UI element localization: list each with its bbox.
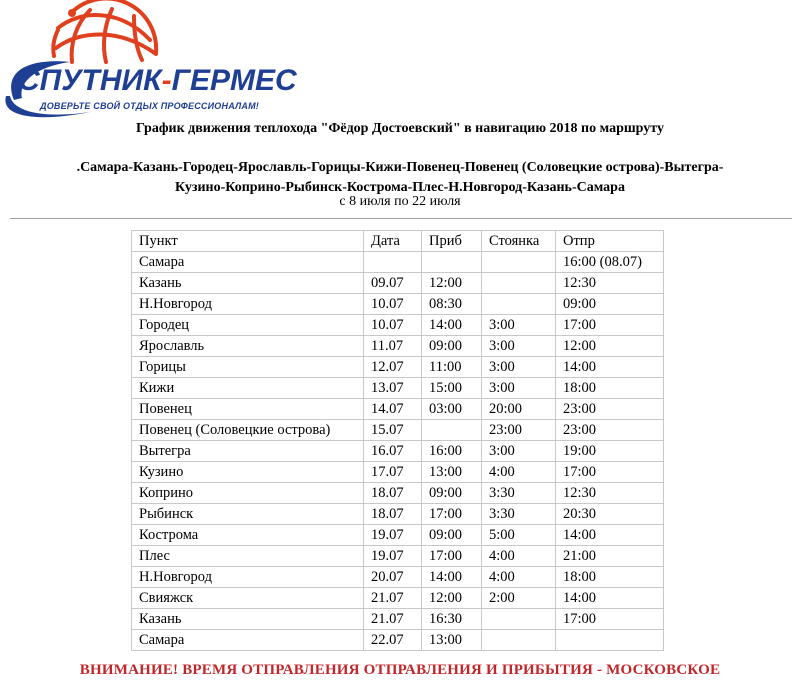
cell-arrival: 12:00 [422, 273, 482, 294]
table-row [132, 462, 664, 483]
brand-name-part1: СПУТНИК [18, 64, 162, 97]
cell-departure: 17:00 [556, 609, 664, 630]
cell-departure: 12:00 [556, 336, 664, 357]
table-row [132, 609, 664, 630]
cell-arrival: 14:00 [422, 315, 482, 336]
table-row [132, 399, 664, 420]
cell-date: 16.07 [364, 441, 422, 462]
route-line-1: .Самара-Казань-Городец-Ярославль-Горицы-Кижи-Повенец-Повенец (Соловецкие острова)-Вытегра- [76, 160, 724, 175]
cell-date: 10.07 [364, 294, 422, 315]
cell-date: 10.07 [364, 315, 422, 336]
header-date: Дата [364, 231, 422, 252]
cell-departure: 23:00 [556, 399, 664, 420]
cell-stay: 3:00 [482, 336, 556, 357]
cell-point: Городец [132, 315, 364, 336]
cell-arrival: 16:30 [422, 609, 482, 630]
table-row [132, 483, 664, 504]
cell-date: 22.07 [364, 630, 422, 651]
cell-arrival: 12:00 [422, 588, 482, 609]
cell-date: 18.07 [364, 483, 422, 504]
cell-departure: 12:30 [556, 273, 664, 294]
cell-point: Повенец [132, 399, 364, 420]
cell-stay: 2:00 [482, 588, 556, 609]
cell-departure: 20:30 [556, 504, 664, 525]
table-row [132, 546, 664, 567]
cell-point: Самара [132, 252, 364, 273]
table-row [132, 420, 664, 441]
cell-departure: 23:00 [556, 420, 664, 441]
cell-arrival: 09:00 [422, 336, 482, 357]
cell-date: 21.07 [364, 588, 422, 609]
table-header-row [132, 231, 664, 252]
cell-stay: 4:00 [482, 567, 556, 588]
cell-point: Свияжск [132, 588, 364, 609]
cell-arrival: 15:00 [422, 378, 482, 399]
cell-stay: 3:30 [482, 483, 556, 504]
cell-point: Н.Новгород [132, 567, 364, 588]
brand-name-part2: ГЕРМЕС [171, 64, 297, 97]
table-row [132, 525, 664, 546]
table-row [132, 357, 664, 378]
cell-arrival: 17:00 [422, 504, 482, 525]
cell-arrival: 14:00 [422, 567, 482, 588]
divider [10, 218, 792, 219]
cell-point: Вытегра [132, 441, 364, 462]
cell-stay [482, 252, 556, 273]
cell-point: Самара [132, 630, 364, 651]
route-title [0, 158, 800, 198]
cell-stay: 4:00 [482, 546, 556, 567]
schedule-table [131, 230, 664, 651]
cell-departure: 12:30 [556, 483, 664, 504]
cell-departure: 18:00 [556, 567, 664, 588]
cell-stay: 3:30 [482, 504, 556, 525]
cell-date: 18.07 [364, 504, 422, 525]
cell-departure [556, 630, 664, 651]
cell-departure: 14:00 [556, 588, 664, 609]
cell-date: 15.07 [364, 420, 422, 441]
schedule-title: График движения теплохода "Фёдор Достоевский" в навигацию 2018 по маршруту [136, 121, 664, 136]
cell-point: Плес [132, 546, 364, 567]
cell-arrival: 13:00 [422, 462, 482, 483]
cell-stay: 3:00 [482, 378, 556, 399]
cell-arrival: 13:00 [422, 630, 482, 651]
cell-point: Казань [132, 609, 364, 630]
table-row [132, 504, 664, 525]
cell-departure: 14:00 [556, 357, 664, 378]
cell-stay: 20:00 [482, 399, 556, 420]
cell-point: Повенец (Соловецкие острова) [132, 420, 364, 441]
cell-departure: 17:00 [556, 462, 664, 483]
cell-date: 14.07 [364, 399, 422, 420]
cell-point: Кижи [132, 378, 364, 399]
cell-stay: 3:00 [482, 441, 556, 462]
cell-date: 21.07 [364, 609, 422, 630]
cell-arrival: 03:00 [422, 399, 482, 420]
cell-departure: 18:00 [556, 378, 664, 399]
cell-arrival: 09:00 [422, 525, 482, 546]
table-row [132, 441, 664, 462]
cell-departure: 21:00 [556, 546, 664, 567]
table-row [132, 630, 664, 651]
cell-departure: 17:00 [556, 315, 664, 336]
brand-wordmark [18, 66, 297, 96]
cell-point: Коприно [132, 483, 364, 504]
cell-date: 19.07 [364, 525, 422, 546]
cell-stay [482, 609, 556, 630]
cell-date [364, 252, 422, 273]
cell-arrival: 11:00 [422, 357, 482, 378]
brand-tagline: ДОВЕРЬТЕ СВОЙ ОТДЫХ ПРОФЕССИОНАЛАМ! [40, 101, 259, 111]
cell-point: Казань [132, 273, 364, 294]
header-point: Пункт [132, 231, 364, 252]
cell-stay [482, 630, 556, 651]
cell-date: 09.07 [364, 273, 422, 294]
header-departure: Отпр [556, 231, 664, 252]
cell-date: 19.07 [364, 546, 422, 567]
cell-departure: 16:00 (08.07) [556, 252, 664, 273]
table-row [132, 273, 664, 294]
route-line-2: Кузино-Коприно-Рыбинск-Кострома-Плес-Н.Новгород-Казань-Самара [175, 180, 625, 195]
cell-arrival [422, 420, 482, 441]
table-row [132, 252, 664, 273]
cell-date: 20.07 [364, 567, 422, 588]
cell-departure: 19:00 [556, 441, 664, 462]
table-row [132, 336, 664, 357]
cell-arrival [422, 252, 482, 273]
table-row [132, 315, 664, 336]
cell-arrival: 09:00 [422, 483, 482, 504]
cell-point: Рыбинск [132, 504, 364, 525]
header-arrival: Приб [422, 231, 482, 252]
cell-stay: 5:00 [482, 525, 556, 546]
cell-point: Кузино [132, 462, 364, 483]
cell-stay [482, 273, 556, 294]
table-row [132, 378, 664, 399]
cell-point: Н.Новгород [132, 294, 364, 315]
table-row [132, 588, 664, 609]
date-range: с 8 июля по 22 июля [339, 194, 461, 209]
cell-date: 17.07 [364, 462, 422, 483]
cell-stay [482, 294, 556, 315]
cell-departure: 14:00 [556, 525, 664, 546]
table-row [132, 294, 664, 315]
cell-point: Кострома [132, 525, 364, 546]
cell-arrival: 17:00 [422, 546, 482, 567]
cell-stay: 3:00 [482, 315, 556, 336]
table-row [132, 567, 664, 588]
brand-hyphen: - [161, 64, 172, 97]
cell-date: 12.07 [364, 357, 422, 378]
cell-stay: 3:00 [482, 357, 556, 378]
cell-date: 11.07 [364, 336, 422, 357]
cell-date: 13.07 [364, 378, 422, 399]
cell-stay: 4:00 [482, 462, 556, 483]
cell-arrival: 08:30 [422, 294, 482, 315]
cell-arrival: 16:00 [422, 441, 482, 462]
header-stay: Стоянка [482, 231, 556, 252]
cell-departure: 09:00 [556, 294, 664, 315]
table-body [132, 252, 664, 651]
brand-logo [0, 0, 320, 122]
timezone-warning: ВНИМАНИЕ! ВРЕМЯ ОТПРАВЛЕНИЯ ОТПРАВЛЕНИЯ И ПРИБЫТИЯ - МОСКОВСКОЕ [79, 662, 721, 678]
cell-stay: 23:00 [482, 420, 556, 441]
cell-point: Горицы [132, 357, 364, 378]
cell-point: Ярославль [132, 336, 364, 357]
